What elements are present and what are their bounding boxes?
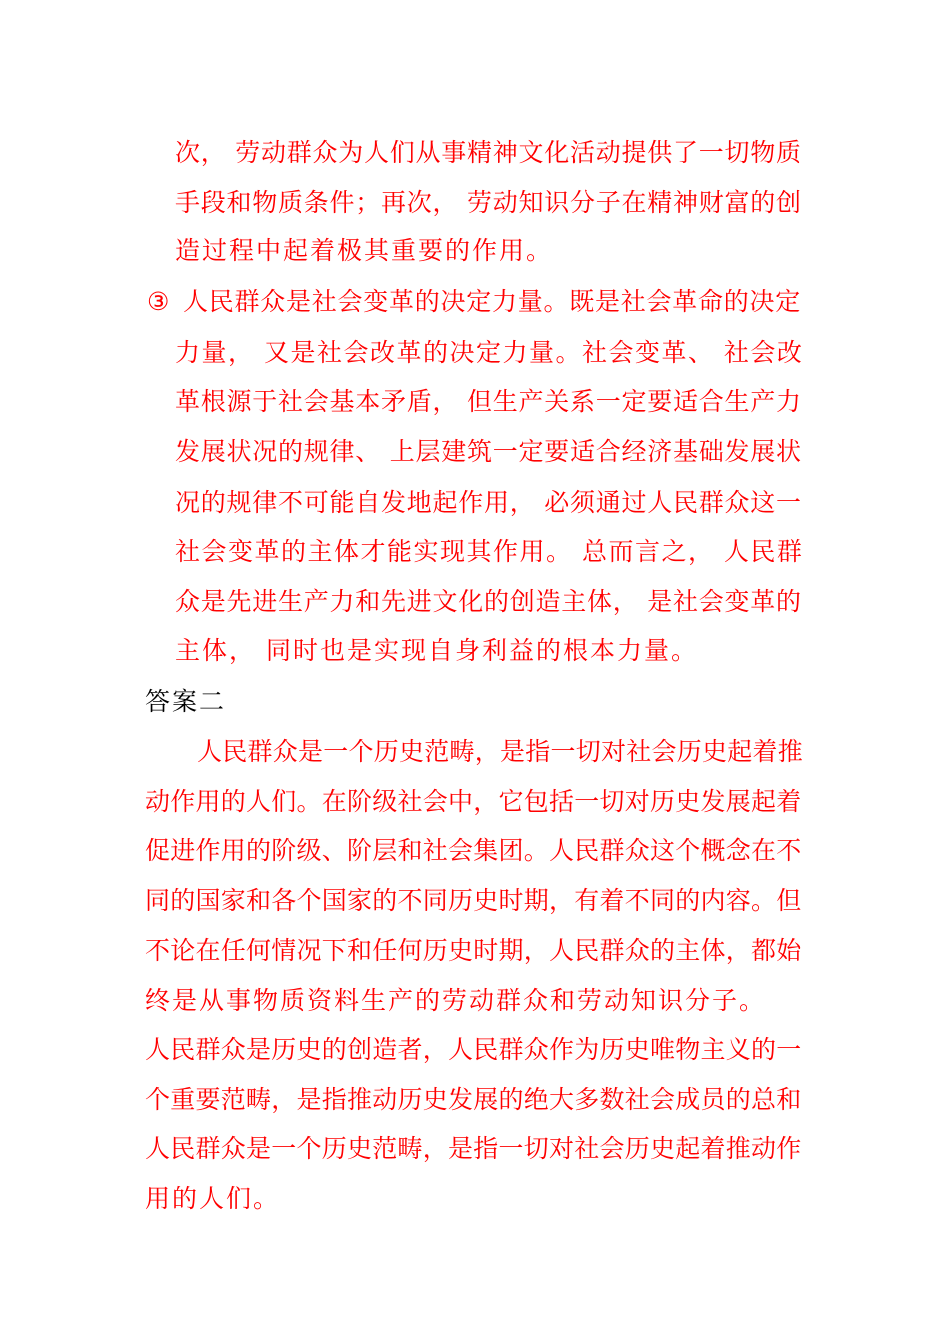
answer-two-heading: 答案二 xyxy=(145,687,227,716)
answer-two-p1-line-5: 不论在任何情况下和任何历史时期，人民群众的主体，都始 xyxy=(145,936,802,965)
point-three-line-1: 人民群众是社会变革的决定力量。既是社会革命的决定 xyxy=(183,287,802,316)
continued-line-1: 次， 劳动群众为人们从事精神文化活动提供了一切物质 xyxy=(175,138,802,167)
answer-two-p1-line-2: 动作用的人们。在阶级社会中，它包括一切对历史发展起着 xyxy=(145,787,802,816)
list-marker-circled-three: ③ xyxy=(147,287,170,316)
point-three-line-6: 社会变革的主体才能实现其作用。 总而言之， 人民群 xyxy=(175,537,804,566)
point-three-line-4: 发展状况的规律、 上层建筑一定要适合经济基础发展状 xyxy=(175,437,802,466)
answer-two-p2-line-1: 人民群众是历史的创造者，人民群众作为历史唯物主义的一 xyxy=(145,1035,802,1064)
point-three-line-3: 革根源于社会基本矛盾， 但生产关系一定要适合生产力 xyxy=(175,387,802,416)
answer-two-p2-line-4: 用的人们。 xyxy=(145,1184,281,1213)
point-three-line-5: 况的规律不可能自发地起作用， 必须通过人民群众这一 xyxy=(175,488,802,517)
point-three-line-2: 力量， 又是社会改革的决定力量。社会变革、 社会改 xyxy=(175,338,804,367)
continued-line-2: 手段和物质条件；再次， 劳动知识分子在精神财富的创 xyxy=(175,188,802,217)
answer-two-p2-line-3: 人民群众是一个历史范畴，是指一切对社会历史起着推动作 xyxy=(145,1134,802,1163)
point-three-line-7: 众是先进生产力和先进文化的创造主体， 是社会变革的 xyxy=(175,587,802,616)
answer-two-p1-line-4: 同的国家和各个国家的不同历史时期，有着不同的内容。但 xyxy=(145,886,802,915)
answer-two-p2-line-2: 个重要范畴，是指推动历史发展的绝大多数社会成员的总和 xyxy=(145,1085,802,1114)
answer-two-p1-line-1: 人民群众是一个历史范畴，是指一切对社会历史起着推 xyxy=(197,737,804,766)
continued-line-3: 造过程中起着极其重要的作用。 xyxy=(175,236,554,265)
answer-two-p1-line-6: 终是从事物质资料生产的劳动群众和劳动知识分子。 xyxy=(145,986,767,1015)
point-three-line-8: 主体， 同时也是实现自身利益的根本力量。 xyxy=(175,636,698,665)
answer-two-p1-line-3: 促进作用的阶级、阶层和社会集团。人民群众这个概念在不 xyxy=(145,836,802,865)
